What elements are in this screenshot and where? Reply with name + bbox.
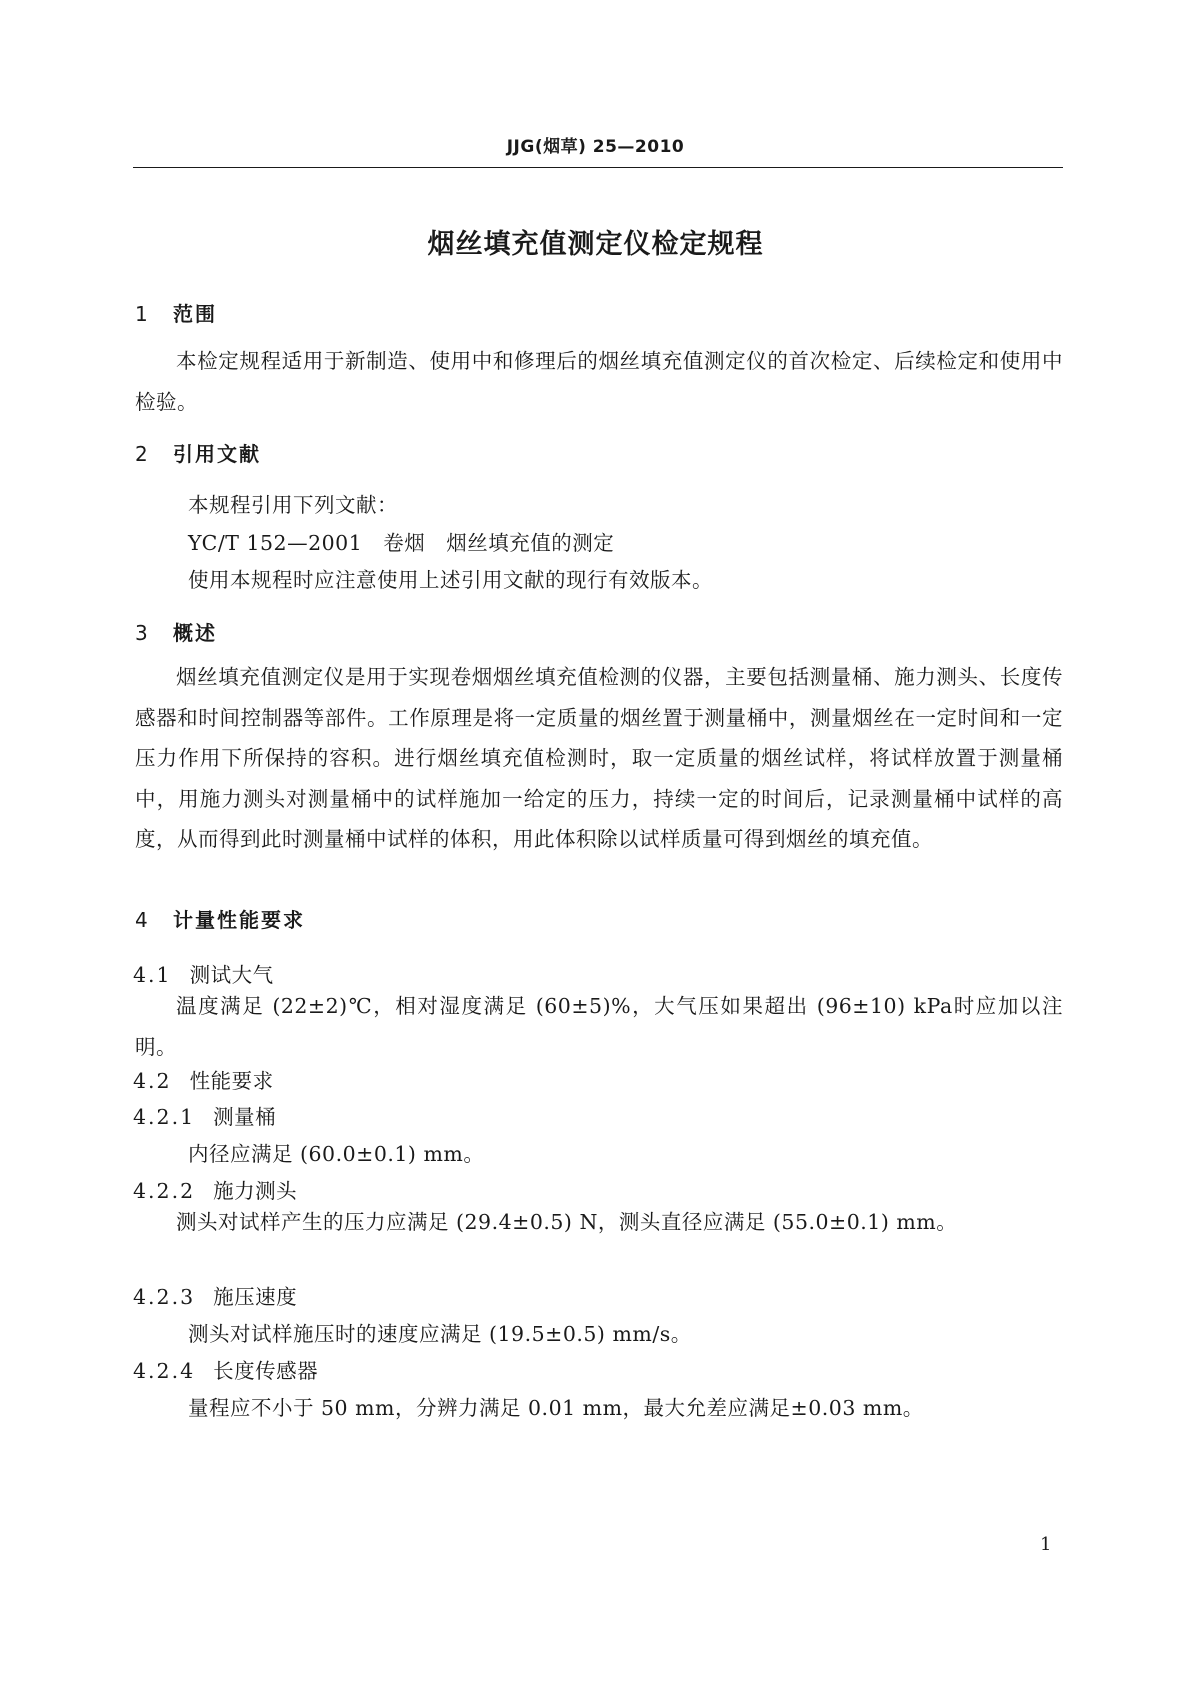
section-2-line-3: 使用本规程时应注意使用上述引用文献的现行有效版本。	[188, 568, 713, 592]
section-number: 4	[135, 908, 150, 932]
subsection-title: 性能要求	[189, 1069, 274, 1093]
subsection-4-2-4-heading	[133, 1354, 318, 1384]
subsection-4-2-2-paragraph: 测头对试样产生的压力应满足 (29.4±0.5) N，测头直径应满足 (55.0±0.1) mm。	[176, 1210, 958, 1234]
subsection-title: 长度传感器	[213, 1359, 319, 1383]
section-3-heading	[135, 617, 217, 646]
subsection-4-2-4-text: 量程应不小于 50 mm，分辨力满足 0.01 mm，最大允差应满足±0.03 mm。	[188, 1396, 924, 1420]
section-title: 范围	[173, 302, 217, 326]
subsection-number: 4.2.4	[133, 1359, 196, 1383]
subsection-4-2-2-heading	[133, 1174, 297, 1204]
header-rule	[133, 167, 1063, 168]
section-title: 概述	[173, 621, 217, 645]
section-1-heading	[135, 298, 217, 327]
reference-citation: YC/T 152—2001 卷烟 烟丝填充值的测定	[188, 531, 615, 555]
subsection-4-2-3-heading	[133, 1280, 297, 1310]
section-3-paragraph: 烟丝填充值测定仪是用于实现卷烟烟丝填充值检测的仪器，主要包括测量桶、施力测头、长度传感器和时间控制器等部件。工作原理是将一定质量的烟丝置于测量桶中，测量烟丝在一定时间和一定压力作用下所保持的容积。进行烟丝填充值检测时，取一定质量的烟丝试样，将试样放置于测量桶中，用施力测头对测量桶中的试样施加一给定的压力，持续一定的时间后，记录测量桶中试样的高度，从而得到此时测量桶中试样的体积，用此体积除以试样质量可得到烟丝的填充值。	[135, 665, 1063, 851]
page-number: 1	[1040, 1534, 1052, 1555]
subsection-number: 4.2	[133, 1069, 172, 1093]
subsection-4-1-heading	[133, 958, 274, 988]
section-2-heading	[135, 438, 261, 467]
section-number: 2	[135, 442, 150, 466]
standard-code-header: JJG(烟草) 25—2010	[506, 137, 685, 157]
subsection-4-2-heading	[133, 1064, 274, 1094]
subsection-title: 测试大气	[189, 963, 274, 987]
subsection-number: 4.2.2	[133, 1179, 196, 1203]
subsection-title: 施压速度	[213, 1285, 298, 1309]
subsection-4-1-paragraph: 温度满足 (22±2)℃，相对湿度满足 (60±5)%，大气压如果超出 (96±10) kPa时应加以注明。	[135, 994, 1063, 1059]
subsection-number: 4.2.1	[133, 1105, 196, 1129]
section-2-line-1: 本规程引用下列文献：	[188, 493, 398, 517]
subsection-4-2-1-text: 内径应满足 (60.0±0.1) mm。	[188, 1142, 485, 1166]
section-4-heading	[135, 904, 305, 933]
subsection-number: 4.2.3	[133, 1285, 196, 1309]
subsection-title: 施力测头	[213, 1179, 298, 1203]
document-title: 烟丝填充值测定仪检定规程	[427, 229, 764, 260]
subsection-number: 4.1	[133, 963, 172, 987]
section-1-paragraph: 本检定规程适用于新制造、使用中和修理后的烟丝填充值测定仪的首次检定、后续检定和使用中检验。	[135, 349, 1063, 414]
subsection-4-2-3-text: 测头对试样施压时的速度应满足 (19.5±0.5) mm/s。	[188, 1322, 692, 1346]
section-title: 计量性能要求	[173, 908, 305, 932]
subsection-title: 测量桶	[213, 1105, 277, 1129]
section-number: 1	[135, 302, 150, 326]
section-number: 3	[135, 621, 150, 645]
subsection-4-2-1-heading	[133, 1100, 276, 1130]
section-title: 引用文献	[173, 442, 261, 466]
